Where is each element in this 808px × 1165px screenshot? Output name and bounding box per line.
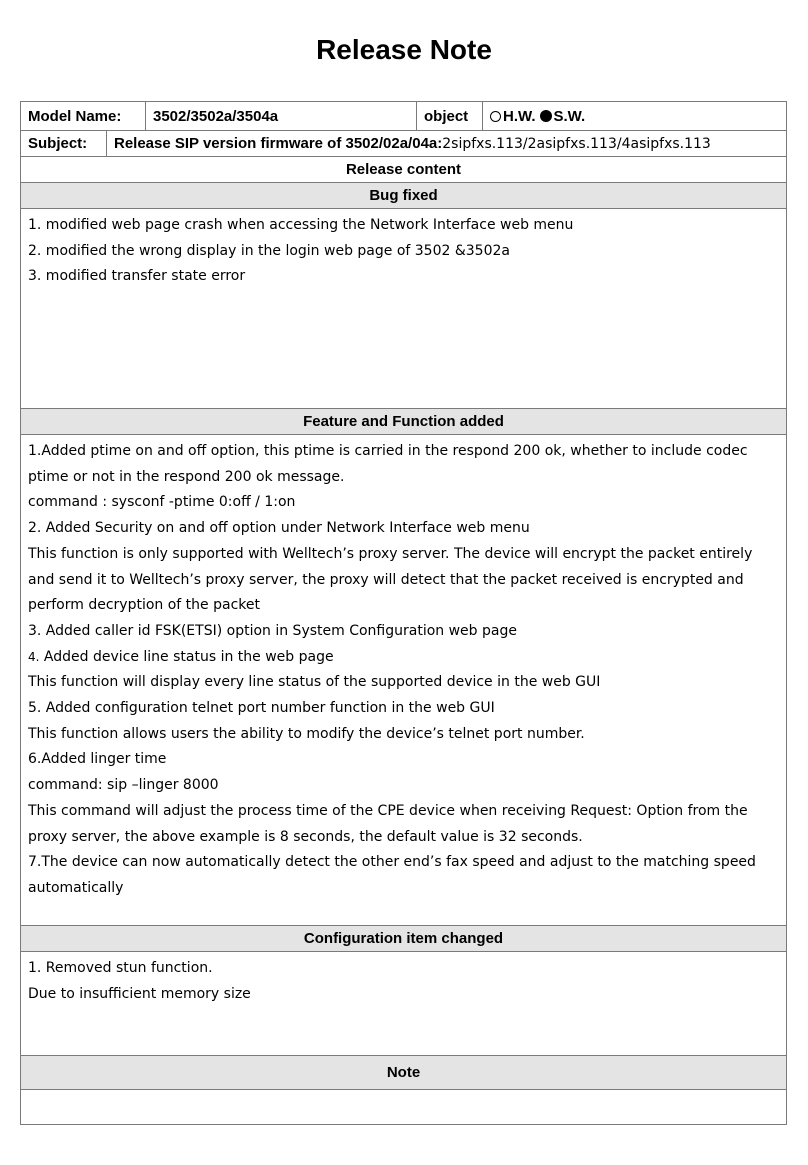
bug-fixed-header-row	[21, 183, 786, 209]
model-label: Model Name:	[21, 102, 146, 130]
list-item: 2. Added Security on and off option under Network Interface web menu	[28, 520, 530, 537]
list-item: 5. Added configuration telnet port number function in the web GUI	[28, 700, 495, 717]
note-heading: Note	[386, 1064, 421, 1081]
page-title: Release Note	[316, 34, 492, 65]
features-body	[21, 435, 786, 926]
list-item: automatically	[28, 879, 124, 896]
list-item: 3. Added caller id FSK(ETSI) option in System Configuration web page	[28, 622, 517, 639]
list-item: This function will display every line status of the supported device in the web GUI	[28, 674, 601, 691]
note-body	[21, 1090, 786, 1124]
list-item: command: sip –linger 8000	[28, 777, 219, 794]
config-body	[21, 952, 786, 1056]
list-item: command : sysconf -ptime 0:off / 1:on	[28, 494, 296, 511]
list-item: proxy server, the above example is 8 seconds, the default value is 32 seconds.	[28, 828, 583, 845]
subject-bold-text: Release SIP version firmware of 3502/02a/04a:	[114, 135, 443, 152]
list-item: Due to insufficient memory size	[28, 985, 251, 1002]
object-value	[483, 102, 786, 130]
subject-value	[107, 131, 786, 156]
config-header-row	[21, 926, 786, 952]
list-number: 4.	[28, 649, 40, 664]
release-note-table	[20, 101, 787, 1125]
release-content-heading: Release content	[345, 161, 462, 178]
list-item: 2. modified the wrong display in the login web page of 3502 &3502a	[28, 242, 510, 259]
list-item: and send it to Welltech’s proxy server, the proxy will detect that the packet received is encrypted and	[28, 571, 744, 588]
hw-radio-icon	[490, 111, 501, 122]
list-item: 1. modified web page crash when accessing the Network Interface web menu	[28, 217, 574, 233]
object-label: object	[417, 102, 483, 130]
subject-label: Subject:	[21, 131, 107, 156]
config-heading: Configuration item changed	[303, 930, 504, 947]
list-item: 6.Added linger time	[28, 751, 167, 768]
list-item: perform decryption of the packet	[28, 597, 260, 614]
subject-version-text: 2sipfxs.113/2asipfxs.113/4asipfxs.113	[442, 135, 711, 152]
list-item: 1.Added ptime on and off option, this ptime is carried in the respond 200 ok, whether to include codec	[28, 443, 748, 459]
sw-radio-icon	[540, 110, 552, 122]
bug-fixed-heading: Bug fixed	[369, 187, 438, 204]
list-item: 3. modified transfer state error	[28, 268, 246, 285]
model-value: 3502/3502a/3504a	[146, 102, 417, 130]
model-row	[21, 102, 786, 131]
sw-label: S.W.	[553, 107, 586, 125]
hw-label: H.W.	[503, 107, 536, 125]
bug-fixed-body	[21, 209, 786, 409]
note-header-row	[21, 1056, 786, 1090]
subject-row	[21, 131, 786, 157]
list-item: This function allows users the ability to modify the device’s telnet port number.	[28, 725, 585, 742]
list-item: ptime or not in the respond 200 ok message.	[28, 468, 345, 485]
list-item: This function is only supported with Welltech’s proxy server. The device will encrypt the packet entirely	[28, 545, 753, 562]
features-heading: Feature and Function added	[303, 413, 504, 430]
list-item: 7.The device can now automatically detect the other end’s fax speed and adjust to the matching speed	[28, 854, 756, 871]
list-item: 1. Removed stun function.	[28, 960, 213, 976]
features-header-row	[21, 409, 786, 435]
list-item	[28, 645, 779, 671]
list-text: Added device line status in the web page	[39, 648, 334, 665]
list-item: This command will adjust the process time of the CPE device when receiving Request: Option from the	[28, 802, 748, 819]
release-content-row	[21, 157, 786, 183]
